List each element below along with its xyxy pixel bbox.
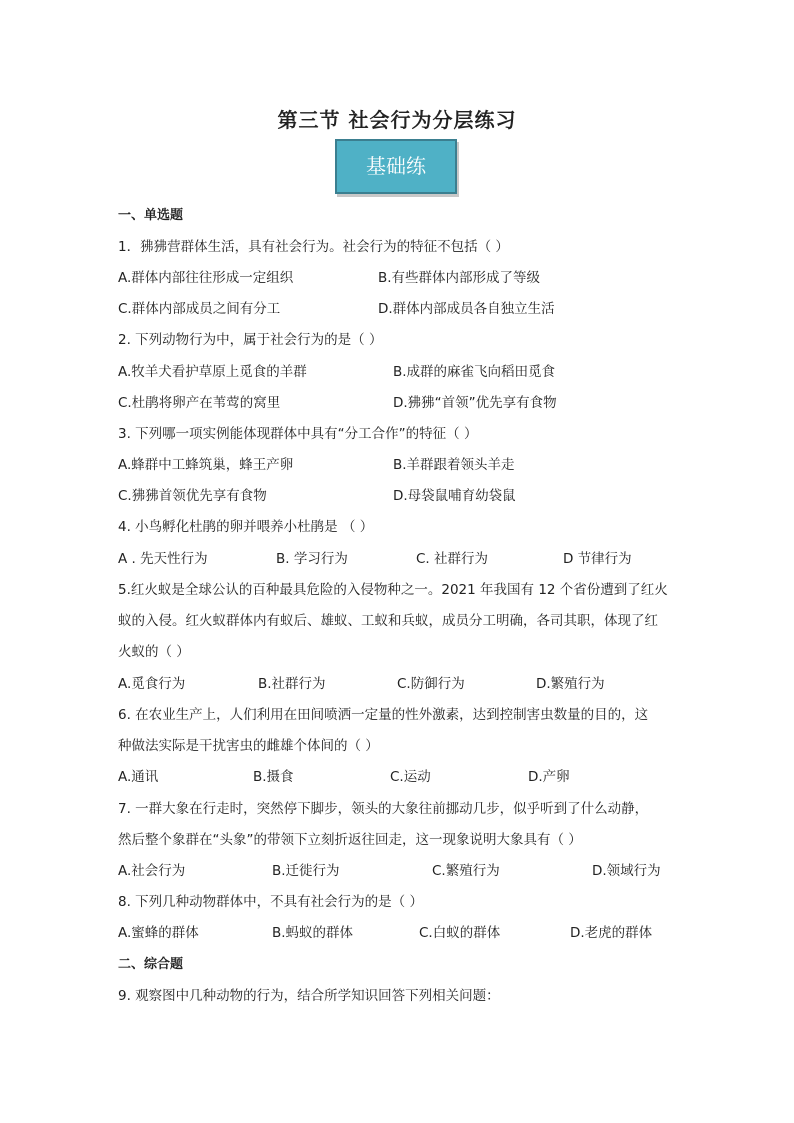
question-9-stem: 9. 观察图中几种动物的行为，结合所学知识回答下列相关问题： — [118, 988, 500, 1004]
question-2-stem: 2. 下列动物行为中，属于社会行为的是（ ） — [118, 332, 383, 348]
question-2-option-c: C.杜鹃将卵产在苇莺的窝里 — [118, 395, 281, 411]
question-6-option-a: A.通讯 — [118, 769, 159, 785]
question-3-stem: 3. 下列哪一项实例能体现群体中具有“分工合作”的特征（ ） — [118, 426, 478, 442]
question-6-stem-line-2: 种做法实际是干扰害虫的雌雄个体间的（ ） — [118, 738, 379, 754]
question-6-stem-line-1: 6. 在农业生产上，人们利用在田间喷洒一定量的性外激素，达到控制害虫数量的目的，这 — [118, 707, 649, 723]
question-2-option-b: B.成群的麻雀飞向稻田觅食 — [393, 364, 556, 380]
question-3-option-b: B.羊群跟着领头羊走 — [393, 457, 515, 473]
question-5-option-b: B.社群行为 — [258, 676, 326, 692]
question-6-option-d: D.产卵 — [528, 769, 570, 785]
question-2-option-a: A.牧羊犬看护草原上觅食的羊群 — [118, 364, 307, 380]
question-7-stem-line-2: 然后整个象群在“头象”的带领下立刻折返往回走，这一现象说明大象具有（ ） — [118, 832, 582, 848]
question-1-option-a: A.群体内部往往形成一定组织 — [118, 270, 294, 286]
question-3-option-a: A.蜂群中工蜂筑巢，蜂王产卵 — [118, 457, 294, 473]
question-5-stem-line-2: 蚁的入侵。红火蚁群体内有蚁后、雄蚁、工蚁和兵蚁，成员分工明确，各司其职，体现了红 — [118, 613, 658, 629]
question-4-option-d: D 节律行为 — [563, 551, 632, 567]
question-7-option-a: A.社会行为 — [118, 863, 186, 879]
question-5-option-d: D.繁殖行为 — [536, 676, 605, 692]
question-8-stem: 8. 下列几种动物群体中，不具有社会行为的是（ ） — [118, 894, 423, 910]
question-6-option-c: C.运动 — [390, 769, 431, 785]
question-4-option-c: C. 社群行为 — [416, 551, 489, 567]
question-7-option-b: B.迁徙行为 — [272, 863, 340, 879]
question-4-option-a: A . 先天性行为 — [118, 551, 208, 567]
question-7-option-d: D.领域行为 — [592, 863, 661, 879]
level-badge: 基础练 — [335, 139, 457, 194]
page-title: 第三节 社会行为分层练习 — [277, 108, 517, 132]
question-6-option-b: B.摄食 — [253, 769, 294, 785]
question-8-option-b: B.蚂蚁的群体 — [272, 925, 354, 941]
question-3-option-d: D.母袋鼠哺育幼袋鼠 — [393, 488, 516, 504]
question-8-option-a: A.蜜蜂的群体 — [118, 925, 199, 941]
question-5-option-c: C.防御行为 — [397, 676, 465, 692]
question-8-option-c: C.白蚁的群体 — [419, 925, 501, 941]
question-4-option-b: B. 学习行为 — [276, 551, 348, 567]
question-1-option-b: B.有些群体内部形成了等级 — [378, 270, 541, 286]
question-5-stem-line-1: 5.红火蚁是全球公认的百种最具危险的入侵物种之一。2021 年我国有 12 个省份遭到了红火 — [118, 582, 668, 598]
question-3-option-c: C.狒狒首领优先享有食物 — [118, 488, 267, 504]
section-heading-single-choice: 一、单选题 — [118, 208, 184, 223]
question-8-option-d: D.老虎的群体 — [570, 925, 653, 941]
question-1-option-d: D.群体内部成员各自独立生活 — [378, 301, 555, 317]
question-5-option-a: A.觅食行为 — [118, 676, 186, 692]
question-7-option-c: C.繁殖行为 — [432, 863, 500, 879]
question-5-stem-line-3: 火蚁的（ ） — [118, 644, 190, 660]
question-7-stem-line-1: 7. 一群大象在行走时，突然停下脚步，领头的大象往前挪动几步，似乎听到了什么动静， — [118, 801, 649, 817]
question-1-option-c: C.群体内部成员之间有分工 — [118, 301, 281, 317]
section-heading-comprehensive: 二、综合题 — [118, 957, 184, 972]
question-4-stem: 4. 小鸟孵化杜鹃的卵并喂养小杜鹃是 （ ） — [118, 519, 374, 535]
question-1-stem: 1．狒狒营群体生活，具有社会行为。社会行为的特征不包括（ ） — [118, 239, 509, 255]
question-2-option-d: D.狒狒“首领”优先享有食物 — [393, 395, 557, 411]
